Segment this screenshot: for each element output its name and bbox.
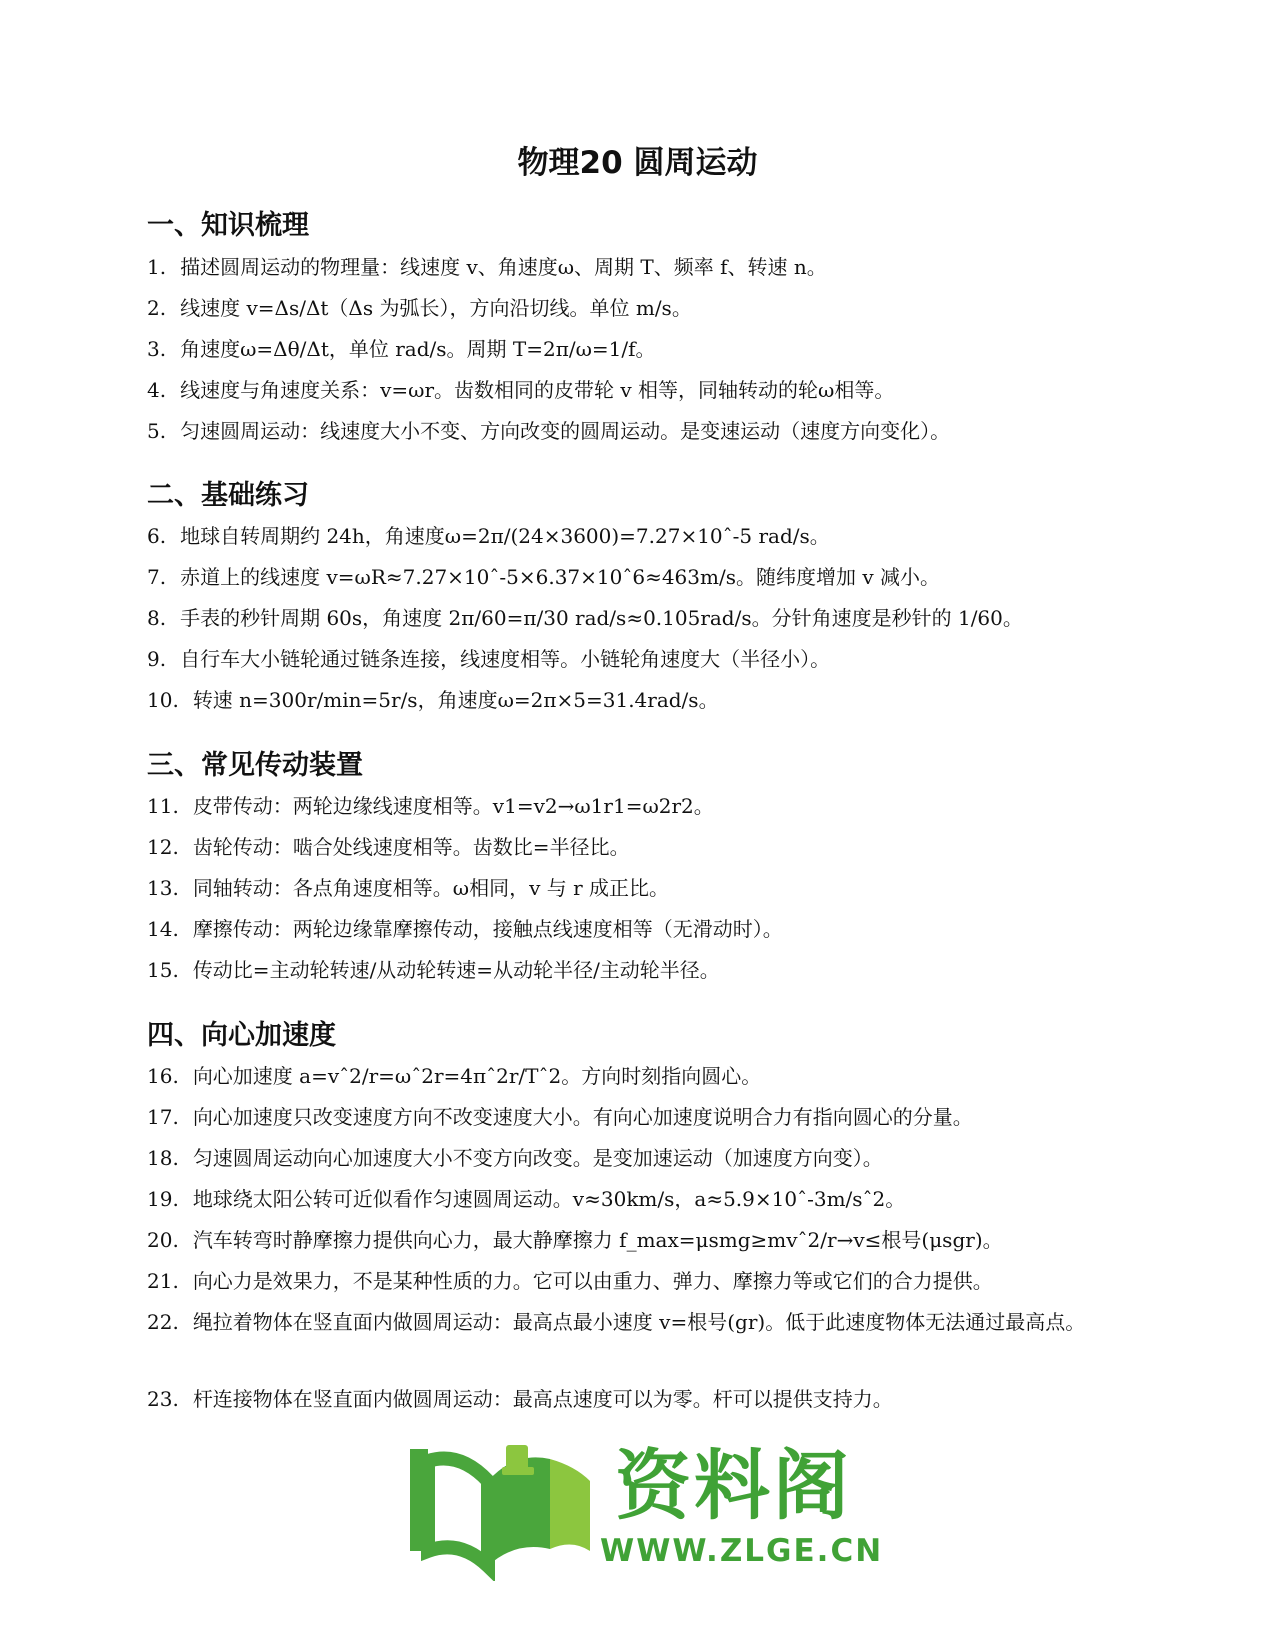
watermark bbox=[400, 1441, 884, 1581]
watermark-url: WWW.ZLGE.CN bbox=[600, 1533, 884, 1569]
open-book-logo-icon bbox=[400, 1441, 610, 1581]
list-item: 8. 手表的秒针周期 60s，角速度 2π/60=π/30 rad/s≈0.105rad/s。分针角速度是秒针的 1/60。 bbox=[147, 606, 1023, 630]
watermark-name: 资料阁 bbox=[615, 1441, 852, 1530]
page-title: 物理20 圆周运动 bbox=[517, 145, 758, 181]
list-item: 18. 匀速圆周运动向心加速度大小不变方向改变。是变加速运动（加速度方向变）。 bbox=[147, 1146, 883, 1170]
list-item: 7. 赤道上的线速度 v=ωR≈7.27×10ˆ-5×6.37×10ˆ6≈463m/s。随纬度增加 v 减小。 bbox=[147, 565, 940, 589]
list-item: 14. 摩擦传动：两轮边缘靠摩擦传动，接触点线速度相等（无滑动时）。 bbox=[147, 917, 783, 941]
list-item: 21. 向心力是效果力，不是某种性质的力。它可以由重力、弹力、摩擦力等或它们的合力提供。 bbox=[147, 1269, 993, 1293]
list-item: 15. 传动比=主动轮转速/从动轮转速=从动轮半径/主动轮半径。 bbox=[147, 958, 720, 982]
list-item: 12. 齿轮传动：啮合处线速度相等。齿数比=半径比。 bbox=[147, 835, 630, 859]
list-item: 22. 绳拉着物体在竖直面内做圆周运动：最高点最小速度 v=根号(gr)。低于此速度物体无法通过最高点。 bbox=[147, 1310, 1086, 1334]
list-item: 10. 转速 n=300r/min=5r/s，角速度ω=2π×5=31.4rad/s。 bbox=[147, 688, 719, 712]
list-item: 6. 地球自转周期约 24h，角速度ω=2π/(24×3600)=7.27×10ˆ-5 rad/s。 bbox=[147, 524, 830, 548]
list-item: 4. 线速度与角速度关系：v=ωr。齿数相同的皮带轮 v 相等，同轴转动的轮ω相等。 bbox=[147, 378, 895, 402]
list-item: 19. 地球绕太阳公转可近似看作匀速圆周运动。v≈30km/s，a≈5.9×10ˆ-3m/sˆ2。 bbox=[147, 1187, 906, 1211]
list-item: 16. 向心加速度 a=vˆ2/r=ωˆ2r=4πˆ2r/Tˆ2。方向时刻指向圆心。 bbox=[147, 1064, 762, 1088]
list-item: 9. 自行车大小链轮通过链条连接，线速度相等。小链轮角速度大（半径小）。 bbox=[147, 647, 831, 671]
list-item: 23. 杆连接物体在竖直面内做圆周运动：最高点速度可以为零。杆可以提供支持力。 bbox=[147, 1387, 893, 1411]
section-heading: 一、知识梳理 bbox=[147, 210, 309, 241]
section-heading: 三、常见传动装置 bbox=[147, 750, 363, 781]
list-item: 2. 线速度 v=Δs/Δt（Δs 为弧长），方向沿切线。单位 m/s。 bbox=[147, 296, 692, 320]
list-item: 11. 皮带传动：两轮边缘线速度相等。v1=v2→ω1r1=ω2r2。 bbox=[147, 794, 714, 818]
section-heading: 四、向心加速度 bbox=[147, 1020, 336, 1051]
list-item: 13. 同轴转动：各点角速度相等。ω相同，v 与 r 成正比。 bbox=[147, 876, 670, 900]
list-item: 17. 向心加速度只改变速度方向不改变速度大小。有向心加速度说明合力有指向圆心的分量。 bbox=[147, 1105, 973, 1129]
list-item: 1. 描述圆周运动的物理量：线速度 v、角速度ω、周期 T、频率 f、转速 n。 bbox=[147, 255, 827, 279]
section-heading: 二、基础练习 bbox=[147, 480, 309, 511]
list-item: 5. 匀速圆周运动：线速度大小不变、方向改变的圆周运动。是变速运动（速度方向变化）。 bbox=[147, 419, 951, 443]
list-item: 3. 角速度ω=Δθ/Δt，单位 rad/s。周期 T=2π/ω=1/f。 bbox=[147, 337, 656, 361]
list-item: 20. 汽车转弯时静摩擦力提供向心力，最大静摩擦力 f_max=μsmg≥mvˆ2/r→v≤根号(μsgr)。 bbox=[147, 1228, 1003, 1252]
